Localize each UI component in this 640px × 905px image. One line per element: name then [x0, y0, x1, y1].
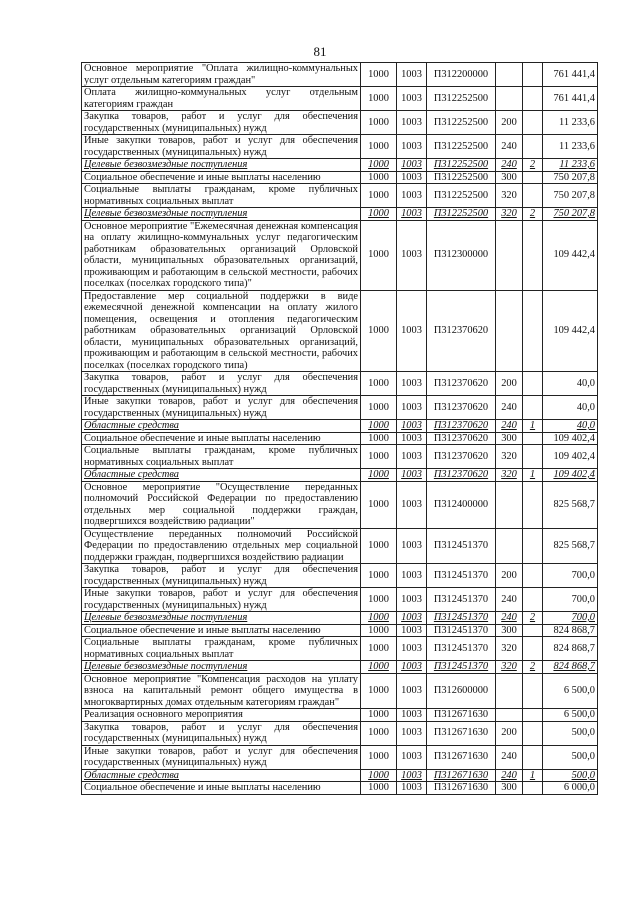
amount-cell: 761 441,4 — [543, 87, 598, 111]
funding-source-cell — [523, 637, 543, 661]
target-article-cell: П312671630 — [427, 782, 496, 795]
target-article-cell: П312451370 — [427, 661, 496, 674]
funding-source-cell — [523, 528, 543, 564]
amount-cell: 109 402,4 — [543, 445, 598, 469]
amount-cell: 824 868,7 — [543, 661, 598, 674]
table-row — [82, 564, 598, 588]
row-name-cell: Целевые безвозмездные поступления — [82, 159, 361, 172]
target-article-cell: П312252500 — [427, 135, 496, 159]
target-article-cell: П312252500 — [427, 111, 496, 135]
table-row — [82, 159, 598, 172]
section-code-cell: 1003 — [397, 171, 427, 184]
ministry-code-cell: 1000 — [361, 87, 397, 111]
row-name-cell: Основное мероприятие "Компенсация расходов на уплату взноса на капитальный ремонт общего имущества в многоквартирных домах отдельным категориям граждан" — [82, 673, 361, 709]
expense-type-cell: 320 — [496, 184, 523, 208]
funding-source-cell — [523, 432, 543, 445]
table-row — [82, 528, 598, 564]
section-code-cell: 1003 — [397, 420, 427, 433]
amount-cell: 6 500,0 — [543, 709, 598, 722]
funding-source-cell — [523, 445, 543, 469]
expense-type-cell: 300 — [496, 624, 523, 637]
section-code-cell: 1003 — [397, 782, 427, 795]
funding-source-cell — [523, 564, 543, 588]
amount-cell: 11 233,6 — [543, 159, 598, 172]
amount-cell: 825 568,7 — [543, 528, 598, 564]
target-article-cell: П312252500 — [427, 184, 496, 208]
target-article-cell: П312451370 — [427, 637, 496, 661]
budget-table — [81, 62, 598, 795]
expense-type-cell — [496, 220, 523, 290]
ministry-code-cell: 1000 — [361, 709, 397, 722]
funding-source-cell — [523, 372, 543, 396]
ministry-code-cell: 1000 — [361, 420, 397, 433]
funding-source-cell — [523, 135, 543, 159]
target-article-cell: П312671630 — [427, 709, 496, 722]
expense-type-cell: 200 — [496, 721, 523, 745]
funding-source-cell — [523, 624, 543, 637]
ministry-code-cell: 1000 — [361, 661, 397, 674]
row-name-cell: Закупка товаров, работ и услуг для обеспечения государственных (муниципальных) нужд — [82, 564, 361, 588]
target-article-cell: П312252500 — [427, 159, 496, 172]
funding-source-cell — [523, 721, 543, 745]
target-article-cell: П312370620 — [427, 420, 496, 433]
amount-cell: 6 000,0 — [543, 782, 598, 795]
expense-type-cell — [496, 709, 523, 722]
section-code-cell: 1003 — [397, 637, 427, 661]
section-code-cell: 1003 — [397, 372, 427, 396]
amount-cell: 40,0 — [543, 372, 598, 396]
table-row — [82, 220, 598, 290]
expense-type-cell: 300 — [496, 782, 523, 795]
table-row — [82, 432, 598, 445]
expense-type-cell: 200 — [496, 372, 523, 396]
funding-source-cell — [523, 290, 543, 372]
amount-cell: 500,0 — [543, 721, 598, 745]
ministry-code-cell: 1000 — [361, 290, 397, 372]
table-row — [82, 63, 598, 87]
section-code-cell: 1003 — [397, 624, 427, 637]
table-row — [82, 612, 598, 625]
section-code-cell: 1003 — [397, 290, 427, 372]
section-code-cell: 1003 — [397, 445, 427, 469]
table-row — [82, 171, 598, 184]
table-row — [82, 184, 598, 208]
ministry-code-cell: 1000 — [361, 528, 397, 564]
row-name-cell: Социальные выплаты гражданам, кроме публичных нормативных социальных выплат — [82, 445, 361, 469]
section-code-cell: 1003 — [397, 661, 427, 674]
table-row — [82, 135, 598, 159]
section-code-cell: 1003 — [397, 612, 427, 625]
table-row — [82, 745, 598, 769]
target-article-cell: П312370620 — [427, 290, 496, 372]
section-code-cell: 1003 — [397, 87, 427, 111]
row-name-cell: Областные средства — [82, 469, 361, 482]
row-name-cell: Социальное обеспечение и иные выплаты населению — [82, 782, 361, 795]
expense-type-cell: 240 — [496, 420, 523, 433]
funding-source-cell — [523, 87, 543, 111]
section-code-cell: 1003 — [397, 159, 427, 172]
row-name-cell: Социальное обеспечение и иные выплаты населению — [82, 432, 361, 445]
target-article-cell: П312400000 — [427, 481, 496, 528]
ministry-code-cell: 1000 — [361, 481, 397, 528]
ministry-code-cell: 1000 — [361, 445, 397, 469]
target-article-cell: П312451370 — [427, 528, 496, 564]
ministry-code-cell: 1000 — [361, 721, 397, 745]
ministry-code-cell: 1000 — [361, 372, 397, 396]
table-row — [82, 469, 598, 482]
target-article-cell: П312451370 — [427, 612, 496, 625]
funding-source-cell: 2 — [523, 661, 543, 674]
row-name-cell: Основное мероприятие "Оплата жилищно-коммунальных услуг отдельным категориям граждан" — [82, 63, 361, 87]
ministry-code-cell: 1000 — [361, 208, 397, 221]
table-row — [82, 87, 598, 111]
row-name-cell: Целевые безвозмездные поступления — [82, 612, 361, 625]
row-name-cell: Иные закупки товаров, работ и услуг для обеспечения государственных (муниципальных) нужд — [82, 396, 361, 420]
row-name-cell: Иные закупки товаров, работ и услуг для обеспечения государственных (муниципальных) нужд — [82, 135, 361, 159]
amount-cell: 40,0 — [543, 396, 598, 420]
ministry-code-cell: 1000 — [361, 782, 397, 795]
amount-cell: 761 441,4 — [543, 63, 598, 87]
target-article-cell: П312252500 — [427, 87, 496, 111]
table-row — [82, 673, 598, 709]
section-code-cell: 1003 — [397, 184, 427, 208]
amount-cell: 700,0 — [543, 612, 598, 625]
section-code-cell: 1003 — [397, 432, 427, 445]
section-code-cell: 1003 — [397, 588, 427, 612]
section-code-cell: 1003 — [397, 63, 427, 87]
table-row — [82, 208, 598, 221]
ministry-code-cell: 1000 — [361, 588, 397, 612]
expense-type-cell: 240 — [496, 588, 523, 612]
section-code-cell: 1003 — [397, 135, 427, 159]
table-row — [82, 420, 598, 433]
table-row — [82, 782, 598, 795]
expense-type-cell: 240 — [496, 612, 523, 625]
ministry-code-cell: 1000 — [361, 171, 397, 184]
target-article-cell: П312451370 — [427, 624, 496, 637]
funding-source-cell — [523, 673, 543, 709]
funding-source-cell: 1 — [523, 769, 543, 782]
amount-cell: 825 568,7 — [543, 481, 598, 528]
table-row — [82, 637, 598, 661]
expense-type-cell: 240 — [496, 745, 523, 769]
funding-source-cell — [523, 171, 543, 184]
amount-cell: 6 500,0 — [543, 673, 598, 709]
table-row — [82, 709, 598, 722]
target-article-cell: П312252500 — [427, 208, 496, 221]
row-name-cell: Иные закупки товаров, работ и услуг для обеспечения государственных (муниципальных) нужд — [82, 588, 361, 612]
ministry-code-cell: 1000 — [361, 396, 397, 420]
table-body — [82, 63, 598, 795]
amount-cell: 750 207,8 — [543, 171, 598, 184]
section-code-cell: 1003 — [397, 469, 427, 482]
table-row — [82, 481, 598, 528]
funding-source-cell — [523, 745, 543, 769]
table-row — [82, 721, 598, 745]
amount-cell: 11 233,6 — [543, 135, 598, 159]
table-row — [82, 396, 598, 420]
row-name-cell: Областные средства — [82, 769, 361, 782]
target-article-cell: П312252500 — [427, 171, 496, 184]
target-article-cell: П312451370 — [427, 588, 496, 612]
expense-type-cell: 300 — [496, 171, 523, 184]
row-name-cell: Осуществление переданных полномочий Российской Федерации по предоставлению отдельных мер социальной поддержки граждан, подвергшихся воздействию радиации — [82, 528, 361, 564]
table-row — [82, 588, 598, 612]
table-row — [82, 769, 598, 782]
target-article-cell: П312370620 — [427, 469, 496, 482]
target-article-cell: П312370620 — [427, 372, 496, 396]
ministry-code-cell: 1000 — [361, 745, 397, 769]
row-name-cell: Реализация основного мероприятия — [82, 709, 361, 722]
row-name-cell: Социальные выплаты гражданам, кроме публичных нормативных социальных выплат — [82, 637, 361, 661]
expense-type-cell: 200 — [496, 564, 523, 588]
row-name-cell: Социальное обеспечение и иные выплаты населению — [82, 171, 361, 184]
funding-source-cell — [523, 220, 543, 290]
funding-source-cell: 2 — [523, 208, 543, 221]
row-name-cell: Основное мероприятие "Ежемесячная денежная компенсация на оплату жилищно-коммунальных услуг педагогическим работникам образовательных организаций Орловской области, муниципальных образовательных организаций, проживающим и работающим в сельской местности, рабочих поселках (поселках городского типа)" — [82, 220, 361, 290]
target-article-cell: П312370620 — [427, 432, 496, 445]
table-row — [82, 111, 598, 135]
row-name-cell: Иные закупки товаров, работ и услуг для обеспечения государственных (муниципальных) нужд — [82, 745, 361, 769]
section-code-cell: 1003 — [397, 673, 427, 709]
page-number: 81 — [313, 44, 327, 59]
expense-type-cell — [496, 63, 523, 87]
row-name-cell: Предоставление мер социальной поддержки в виде ежемесячной денежной компенсации на оплату жилого помещения, освещения и отопления педагогическим работникам образовательных организаций Орловской области, муниципальных образовательных организаций, проживающим и работающим в сельской местности, рабочих поселках (поселках городского типа) — [82, 290, 361, 372]
amount-cell: 109 442,4 — [543, 290, 598, 372]
ministry-code-cell: 1000 — [361, 184, 397, 208]
amount-cell: 109 402,4 — [543, 432, 598, 445]
row-name-cell: Закупка товаров, работ и услуг для обеспечения государственных (муниципальных) нужд — [82, 372, 361, 396]
amount-cell: 750 207,8 — [543, 184, 598, 208]
funding-source-cell: 2 — [523, 159, 543, 172]
table-row — [82, 372, 598, 396]
expense-type-cell — [496, 87, 523, 111]
funding-source-cell: 1 — [523, 469, 543, 482]
amount-cell: 109 402,4 — [543, 469, 598, 482]
row-name-cell: Социальное обеспечение и иные выплаты населению — [82, 624, 361, 637]
expense-type-cell — [496, 673, 523, 709]
funding-source-cell — [523, 111, 543, 135]
expense-type-cell: 240 — [496, 396, 523, 420]
amount-cell: 40,0 — [543, 420, 598, 433]
target-article-cell: П312451370 — [427, 564, 496, 588]
ministry-code-cell: 1000 — [361, 769, 397, 782]
target-article-cell: П312370620 — [427, 445, 496, 469]
section-code-cell: 1003 — [397, 769, 427, 782]
funding-source-cell — [523, 782, 543, 795]
ministry-code-cell: 1000 — [361, 63, 397, 87]
funding-source-cell — [523, 184, 543, 208]
amount-cell: 700,0 — [543, 564, 598, 588]
amount-cell: 700,0 — [543, 588, 598, 612]
row-name-cell: Оплата жилищно-коммунальных услуг отдельным категориям граждан — [82, 87, 361, 111]
expense-type-cell: 320 — [496, 445, 523, 469]
expense-type-cell — [496, 290, 523, 372]
expense-type-cell: 320 — [496, 661, 523, 674]
amount-cell: 500,0 — [543, 769, 598, 782]
ministry-code-cell: 1000 — [361, 159, 397, 172]
funding-source-cell — [523, 588, 543, 612]
expense-type-cell: 320 — [496, 637, 523, 661]
ministry-code-cell: 1000 — [361, 624, 397, 637]
ministry-code-cell: 1000 — [361, 612, 397, 625]
target-article-cell: П312671630 — [427, 745, 496, 769]
expense-type-cell: 320 — [496, 469, 523, 482]
expense-type-cell — [496, 528, 523, 564]
funding-source-cell — [523, 396, 543, 420]
row-name-cell: Закупка товаров, работ и услуг для обеспечения государственных (муниципальных) нужд — [82, 111, 361, 135]
funding-source-cell — [523, 481, 543, 528]
section-code-cell: 1003 — [397, 481, 427, 528]
amount-cell: 750 207,8 — [543, 208, 598, 221]
ministry-code-cell: 1000 — [361, 637, 397, 661]
section-code-cell: 1003 — [397, 208, 427, 221]
row-name-cell: Целевые безвозмездные поступления — [82, 661, 361, 674]
amount-cell: 500,0 — [543, 745, 598, 769]
section-code-cell: 1003 — [397, 111, 427, 135]
row-name-cell: Областные средства — [82, 420, 361, 433]
section-code-cell: 1003 — [397, 564, 427, 588]
section-code-cell: 1003 — [397, 721, 427, 745]
funding-source-cell: 2 — [523, 612, 543, 625]
ministry-code-cell: 1000 — [361, 432, 397, 445]
expense-type-cell: 240 — [496, 159, 523, 172]
target-article-cell: П312200000 — [427, 63, 496, 87]
table-row — [82, 624, 598, 637]
table-row — [82, 290, 598, 372]
target-article-cell: П312671630 — [427, 769, 496, 782]
row-name-cell: Целевые безвозмездные поступления — [82, 208, 361, 221]
funding-source-cell — [523, 709, 543, 722]
section-code-cell: 1003 — [397, 220, 427, 290]
row-name-cell: Закупка товаров, работ и услуг для обеспечения государственных (муниципальных) нужд — [82, 721, 361, 745]
amount-cell: 824 868,7 — [543, 624, 598, 637]
table-row — [82, 445, 598, 469]
section-code-cell: 1003 — [397, 396, 427, 420]
ministry-code-cell: 1000 — [361, 220, 397, 290]
funding-source-cell — [523, 63, 543, 87]
section-code-cell: 1003 — [397, 709, 427, 722]
expense-type-cell: 320 — [496, 208, 523, 221]
row-name-cell: Основное мероприятие "Осуществление переданных полномочий Российской Федерации по предоставлению отдельных мер социальной поддержки граждан, подвергшихся воздействию радиации" — [82, 481, 361, 528]
ministry-code-cell: 1000 — [361, 564, 397, 588]
row-name-cell: Социальные выплаты гражданам, кроме публичных нормативных социальных выплат — [82, 184, 361, 208]
section-code-cell: 1003 — [397, 745, 427, 769]
target-article-cell: П312671630 — [427, 721, 496, 745]
ministry-code-cell: 1000 — [361, 111, 397, 135]
target-article-cell: П312600000 — [427, 673, 496, 709]
funding-source-cell: 1 — [523, 420, 543, 433]
amount-cell: 11 233,6 — [543, 111, 598, 135]
expense-type-cell: 300 — [496, 432, 523, 445]
target-article-cell: П312370620 — [427, 396, 496, 420]
expense-type-cell: 240 — [496, 135, 523, 159]
amount-cell: 824 868,7 — [543, 637, 598, 661]
ministry-code-cell: 1000 — [361, 469, 397, 482]
section-code-cell: 1003 — [397, 528, 427, 564]
target-article-cell: П312300000 — [427, 220, 496, 290]
expense-type-cell — [496, 481, 523, 528]
ministry-code-cell: 1000 — [361, 673, 397, 709]
expense-type-cell: 200 — [496, 111, 523, 135]
table-row — [82, 661, 598, 674]
ministry-code-cell: 1000 — [361, 135, 397, 159]
amount-cell: 109 442,4 — [543, 220, 598, 290]
expense-type-cell: 240 — [496, 769, 523, 782]
